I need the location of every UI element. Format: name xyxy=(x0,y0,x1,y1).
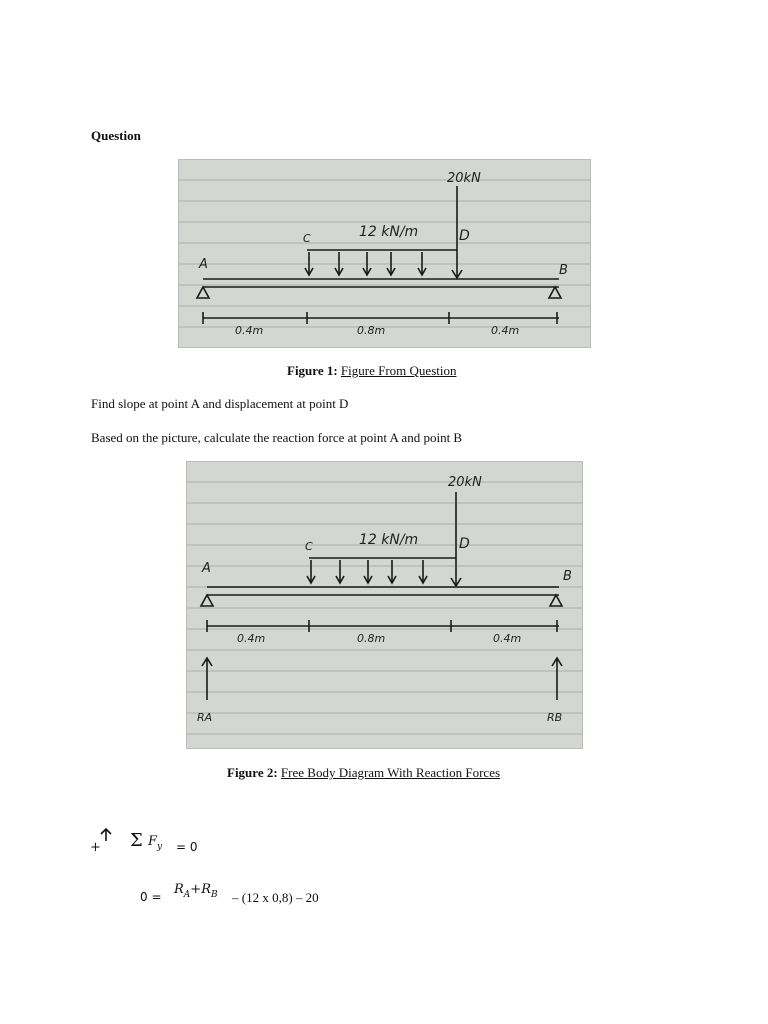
instruction-line-1: Find slope at point A and displacement at point D xyxy=(91,396,349,411)
reaction-rb: R xyxy=(201,882,211,897)
point-c-label: C xyxy=(303,232,311,245)
reaction-ra: R xyxy=(174,882,184,897)
instruction-line-2: Based on the picture, calculate the reaction force at point A and point B xyxy=(91,430,463,445)
point-a-label: A xyxy=(199,257,208,272)
figure-2-photo xyxy=(186,461,583,749)
plus-operator: + xyxy=(190,882,202,897)
figure-1-caption xyxy=(287,363,456,379)
point-a-label: A xyxy=(202,561,211,576)
beam-diagram-2 xyxy=(187,462,582,748)
load-label: 20kN xyxy=(447,171,481,186)
reaction-sum xyxy=(174,882,218,900)
dim-label-3: 0.4m xyxy=(493,632,522,645)
force-f: F xyxy=(148,834,158,849)
sigma-symbol: Σ xyxy=(130,830,143,851)
plus-sign: + xyxy=(90,840,101,855)
point-b-label: B xyxy=(559,263,568,278)
force-symbol xyxy=(148,834,163,852)
udl-label: 12 kN/m xyxy=(359,532,419,548)
point-b-label: B xyxy=(563,569,572,584)
dim-label-1: 0.4m xyxy=(235,324,264,337)
question-heading: Question xyxy=(91,128,141,143)
dim-label-2: 0.8m xyxy=(357,632,386,645)
figure-2-caption xyxy=(227,765,500,781)
point-c-label: C xyxy=(305,540,313,553)
equation-lhs: 0 = xyxy=(140,890,162,904)
dim-label-1: 0.4m xyxy=(237,632,266,645)
dim-label-3: 0.4m xyxy=(491,324,520,337)
point-d-label: D xyxy=(459,536,470,552)
dim-label-2: 0.8m xyxy=(357,324,386,337)
reaction-ra-subscript: A xyxy=(183,890,191,900)
equals-zero: = 0 xyxy=(176,840,198,854)
reaction-a-label: RA xyxy=(197,711,213,724)
equation-rest: – (12 x 0,8) – 20 xyxy=(232,890,319,905)
udl-label: 12 kN/m xyxy=(359,224,419,240)
figure-1-photo xyxy=(178,159,591,348)
figure-1-caption-text: Figure From Question xyxy=(340,363,457,378)
point-d-label: D xyxy=(459,228,470,244)
reaction-b-label: RB xyxy=(547,711,563,724)
figure-2-caption-prefix: Figure 2: xyxy=(227,765,278,780)
figure-1-caption-prefix: Figure 1: xyxy=(287,363,338,378)
load-label: 20kN xyxy=(448,475,482,490)
reaction-rb-subscript: B xyxy=(211,890,218,900)
figure-2-caption-text: Free Body Diagram With Reaction Forces xyxy=(280,765,501,780)
beam-diagram-1 xyxy=(179,160,590,347)
force-subscript: y xyxy=(157,842,163,852)
up-arrow-icon xyxy=(100,828,112,842)
